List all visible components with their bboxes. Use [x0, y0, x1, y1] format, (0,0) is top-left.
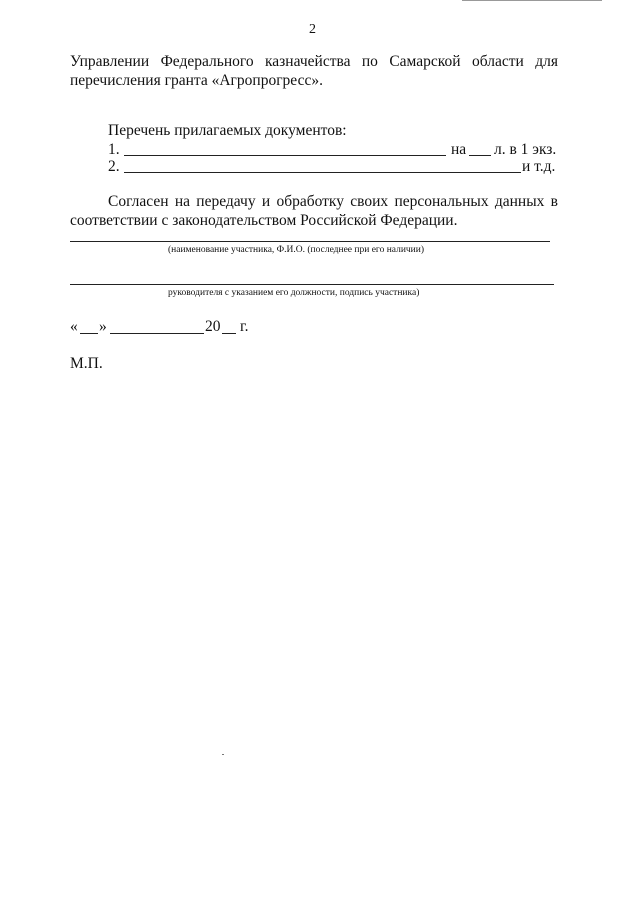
- item-1-na: на: [451, 141, 467, 158]
- date-open-quote: «: [70, 318, 78, 335]
- consent-word: своих: [350, 193, 389, 210]
- paragraph-word: Федерального: [160, 53, 254, 70]
- item-1-pages-blank[interactable]: [469, 155, 491, 156]
- date-day-blank[interactable]: [80, 333, 98, 334]
- date-year-blank[interactable]: [222, 333, 236, 334]
- item-2-blank[interactable]: [124, 172, 521, 173]
- participant-caption: (наименование участника, Ф.И.О. (последнее при его наличии): [168, 245, 425, 255]
- consent-word: на: [174, 193, 190, 210]
- documents-heading: Перечень прилагаемых документов:: [108, 122, 347, 139]
- paragraph-word: казначейства: [265, 53, 351, 70]
- date-year-prefix: 20: [205, 318, 221, 335]
- participant-name-line[interactable]: [70, 241, 550, 242]
- paragraph-word: области: [471, 53, 524, 70]
- consent-word: данных: [494, 193, 545, 210]
- consent-word: Согласен: [108, 193, 169, 210]
- date-year-suffix: г.: [240, 318, 249, 335]
- signature-caption: руководителя с указанием его должности, подпись участника): [168, 288, 420, 298]
- consent-line-1: [108, 192, 558, 211]
- paragraph-line-1: [70, 52, 558, 71]
- consent-word: персональных: [394, 193, 489, 210]
- signature-line[interactable]: [70, 284, 554, 285]
- page-number: 2: [309, 22, 316, 37]
- consent-word: и: [261, 193, 271, 210]
- paragraph-word: для: [535, 53, 558, 70]
- item-2-number: 2.: [108, 158, 120, 175]
- consent-line-2: соответствии с законодательством Российской Федерации.: [70, 212, 458, 229]
- item-1-suffix: л. в 1 экз.: [494, 141, 557, 158]
- scan-speck: [222, 754, 224, 755]
- date-month-blank[interactable]: [110, 333, 204, 334]
- item-2-suffix: и т.д.: [522, 158, 556, 175]
- scan-edge-mark: [462, 0, 602, 1]
- consent-word: передачу: [196, 193, 256, 210]
- stamp-place: М.П.: [70, 355, 103, 372]
- paragraph-word: по: [361, 53, 378, 70]
- item-1-number: 1.: [108, 141, 120, 158]
- date-close-quote: »: [99, 318, 107, 335]
- paragraph-line-2: перечисления гранта «Агропрогресс».: [70, 72, 323, 89]
- consent-word: в: [550, 193, 558, 210]
- paragraph-word: Самарской: [389, 53, 461, 70]
- paragraph-word: Управлении: [70, 53, 150, 70]
- item-1-blank[interactable]: [124, 155, 446, 156]
- consent-word: обработку: [276, 193, 344, 210]
